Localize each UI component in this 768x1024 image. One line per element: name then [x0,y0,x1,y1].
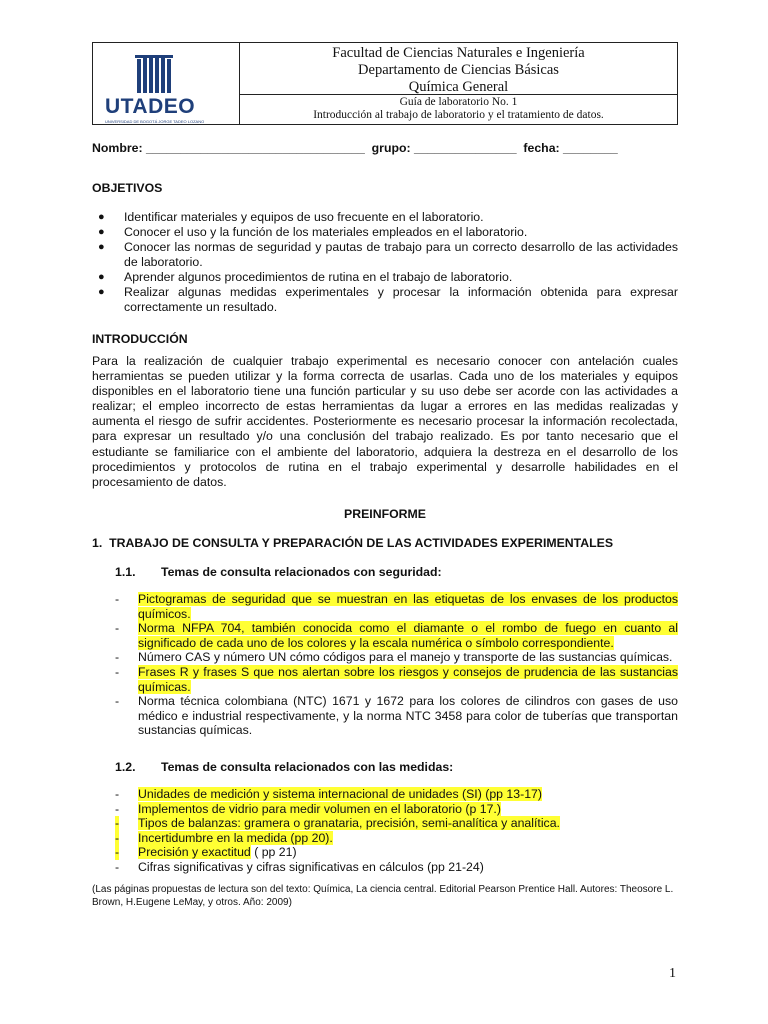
guide-title: Introducción al trabajo de laboratorio y el tratamiento de datos. [313,109,604,121]
utadeo-logo-icon [135,55,179,93]
list-item: - Incertidumbre en la medida (pp 20). [115,830,333,845]
introduction-heading: INTRODUCCIÓN [92,332,188,346]
subsection-1-2-number: 1.2. [115,760,136,774]
faculty-title: Facultad de Ciencias Naturales e Ingeniería [332,45,585,61]
logo-text: UTADEO [105,95,196,118]
reference-note: (Las páginas propuestas de lectura son del texto: Química, La ciencia central. Editorial Pearson Prentice Hall. Autores: Theosore L. Brown, H.Eugene LeMay, y otros. Año: 2009) [92,884,674,908]
list-item: ● Realizar algunas medidas experimentales y procesar la información obtenida para expresar correctamente un resultado. [98,285,678,314]
course-title: Química General [408,79,509,95]
preinforme-heading: PREINFORME [344,507,426,521]
header-table [92,42,678,125]
list-item: - Frases R y frases S que nos alertan sobre los riesgos y consejos de prudencia de las sustancias químicas. [115,664,678,694]
subsection-1-2-title: Temas de consulta relacionados con las medidas: [161,760,454,774]
list-item: - Norma NFPA 704, también conocida como el diamante o el rombo de fuego en cuanto al significado de cada uno de los colores y la escala numérica o símbolo correspondiente. [115,621,678,650]
list-item: - Número CAS y número UN cómo códigos para el manejo y transporte de las sustancias químicas. [115,650,673,665]
title-cell [240,43,677,95]
department-title: Departamento de Ciencias Básicas [358,62,559,78]
list-item: - Tipos de balanzas: gramera o granataria, precisión, semi-analítica y analítica. [115,816,560,831]
subsection-1-1-number: 1.1. [115,565,136,579]
list-item: - Implementos de vidrio para medir volumen en el laboratorio (p 17.) [115,801,501,816]
list-item: - Pictogramas de seguridad que se muestran en las etiquetas de los envases de los productos químicos. [115,592,678,621]
list-item: ● Identificar materiales y equipos de uso frecuente en el laboratorio. [98,210,484,224]
guide-cell [240,95,677,124]
list-item: - Precisión y exactitud ( pp 21) [115,845,297,860]
introduction-text: Para la realización de cualquier trabajo experimental es necesario conocer con antelación cuales herramientas se pueden utilizar y la forma correcta de usarlas. Cada uno de los materiales y equipos disponibles en el laboratorio tiene una función particular y su uso debe ser acorde con las actividades a realizar; el empleo incorrecto de estas herramientas da lugar a errores en las medidas realizadas y aumenta el riesgo de sufrir accidentes. Posteriormente es necesario procesar la información recolectada, para expresar un resultado y/o una conclusión del trabajo realizado. Es por tanto necesario que el estudiante se familiarice con el ambiente del laboratorio, adquiera la destreza en el desarrollo de los procedimientos y protocolos de rutina en el trabajo experimental y desarrolle habilidades en el procesamiento de datos. [92,354,678,489]
list-item: - Cifras significativas y cifras significativas en cálculos (pp 21-24) [115,859,484,874]
list-item: ● Conocer el uso y la función de los materiales empleados en el laboratorio. [98,225,528,239]
list-item: ● Conocer las normas de seguridad y pautas de trabajo para un correcto desarrollo de las actividades de laboratorio. [98,240,678,269]
list-item: - Norma técnica colombiana (NTC) 1671 y 1672 para los colores de cilindros con gases de uso médico e industrial respectivamente, y la norma NTC 3458 para color de tuberías que transportan sustancias químicas. [115,694,678,738]
subsection-1-1-title: Temas de consulta relacionados con seguridad: [161,565,442,579]
list-item: ● Aprender algunos procedimientos de rutina en el trabajo de laboratorio. [98,270,513,284]
measure-topics-list [115,787,678,875]
objectives-list [92,210,678,315]
objectives-heading: OBJETIVOS [92,181,163,195]
logo-subtext: UNIVERSIDAD DE BOGOTÁ JORGE TADEO LOZANO [105,119,205,124]
logo-cell [93,43,240,124]
list-item: - Unidades de medición y sistema internacional de unidades (SI) (pp 13-17) [115,787,542,801]
student-fields: Nombre: ________________________________ grupo: _______________ fecha: ________ [92,141,618,155]
page-number: 1 [669,966,676,981]
safety-topics-list [115,592,678,738]
guide-number: Guía de laboratorio No. 1 [399,96,518,108]
section-1-title: 1. TRABAJO DE CONSULTA Y PREPARACIÓN DE LAS ACTIVIDADES EXPERIMENTALES [92,536,614,550]
